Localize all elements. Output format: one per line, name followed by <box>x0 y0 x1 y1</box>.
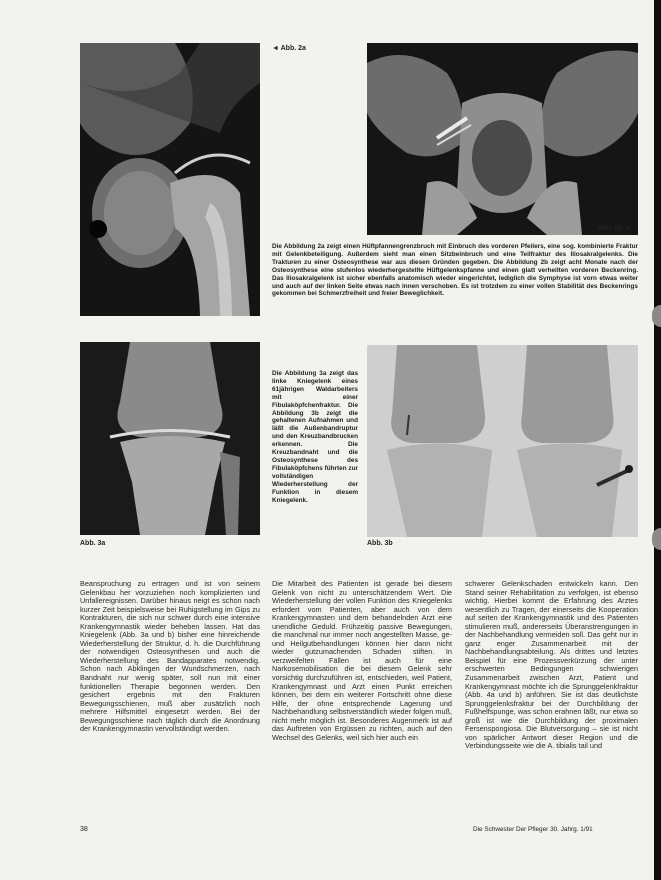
figure-3b-knee-xray <box>367 345 638 537</box>
figure-2b-label: Abb. 2b ► <box>597 225 632 232</box>
body-text-column-3: schwerer Gelenkschaden entwickeln kann. Den Stand seiner Rehabilitation zu verfolgen, ist ebenso wichtig. Hierbei kommt die Erfahrung des Arztes wesentlich zu Tragen, der einerseits die Kooperation auf seiten der Krankengymnastik und des Patienten stimulieren muß, andererseits Überanstrengungen in der Nachbehandlung vermeiden soll. Das geht nur in ganz enger Zusammenarbeit mit der Nachbehandlungsabteilung. Als drittes und letztes Beispiel für eine Prozessverkürzung der unter erschwerten Bedingungen schwierigen Zusammenarbeit zwischen Arzt, Patient und Krankengymnast möchte ich die Sprunggelenkfraktur (Abb. 4a und b) anführen. Sie ist das deutlichste Sprunggelenksfraktur bei der Durchbildung der Fußhelfspunge, was schon erahnen läßt, nur etwa so groß ist wie die Durchbildung der proximalen Fersenspongiosa. Die Blutversorgung – sie ist nicht von spärlicher Antwort dieser Region und die Verbindungsseite wie die A. tibialis tail und <box>465 580 638 751</box>
scan-edge <box>654 0 661 880</box>
binding-tab-top <box>652 305 661 327</box>
page-number: 38 <box>80 826 88 833</box>
body-column-1 <box>80 580 260 818</box>
journal-footer: Die Schwester Der Pfleger 30. Jahrg. 1/91 <box>473 826 593 833</box>
figure-3b-label: Abb. 3b <box>367 540 393 547</box>
figure-2b-pelvis-xray <box>367 43 638 235</box>
body-text-column-1: Beanspruchung zu ertragen und ist von seinem Gelenkbau her vorzuziehen noch komplizierten und Unfallereignissen. Darüber hinaus neigt es schon nach kurzer Zeit beispielsweise bei Ruhigstellung im Gips zu Kontrakturen, die sich nur schwer durch eine intensive Krankengymnastik wieder beheben lassen. Hat das Kniegelenk (Abb. 3a und b) bisher eine hinreichende Wiederherstellung der Struktur, d. h. die Durchführung der notwendigen Osteosynthesen und auch die Wiederherstellung des Bandapparates notwendig. Schon nach Abklingen der Wundschmerzen, nach Bandnaht nur wenig später, soll nun mit einer funktionellen Therapie begonnen werden. Den gesichert ergebnis mit den Frakturen Bewegungsschienen, muß aber zusätzlich noch mehrere Hilfsmittel eingesetzt werden. Bei der Bewegungsschiene nach täglich durch die Anordnung der Krankengymnastin vervollständigt werden. <box>80 580 260 734</box>
figure-3a-label: Abb. 3a <box>80 540 106 547</box>
figure-3-caption: Die Abbildung 3a zeigt das linke Kniegelenk eines 61jährigen Waldarbeiters mit einer Fibulaköpfchenfraktur. Die Abbildung 3b zeigt die gehaltenen Aufnahmen und läßt die Außenbandruptur und den Kreuzbandbrucken erkennen. Die Kreuzbandnaht und die Osteosynthese des Fibulaköpfchens führten zur vollständigen Wiederherstellung der Funktion in diesem Kniegelenk. <box>272 370 358 504</box>
figure-2a-hip-xray <box>80 43 260 316</box>
figure-2a-label: ◄ Abb. 2a <box>272 45 306 52</box>
body-column-2 <box>272 580 452 818</box>
binding-tab-bottom <box>652 528 661 550</box>
body-text-column-2: Die Mitarbeit des Patienten ist gerade bei diesem Gelenk von nicht zu unterschätzendem Wert. Die Wiederherstellung der vollen Funktion des Kniegelenks erfordert vom Patienten, aber auch von dem Krankengymnasten und dem behandelnden Arzt eine unendliche Geduld. Frühzeitig passive Bewegungen, die manchmal nur immer noch angestellten Masse, ge- und Heilgutbehandlungen können hier dann nicht wieder gutzumachenden Schaden stiften. In verzweifelten Fällen ist auch für eine Narkosemobilisation die bei diesem Gelenk sehr vorsichtig durchzuführen ist, entschieden, weil Patient, Krankengymnast und Arzt einen Punkt erreichen können, bei dem ein weiterer Fortschritt ohne diese Hilfe, der ohne entsprechende Lagerung und Nachbehandlung selbstverständlich wieder folgen muß, nicht mehr möglich ist. Besonderes Augenmerk ist auf das Auftreten von Ergüssen zu richten, auch auf den Wechsel des Gelenks, weil sich hier auch ein <box>272 580 452 742</box>
body-column-3 <box>465 580 638 818</box>
figure-3a-knee-xray <box>80 342 260 535</box>
figure-2-caption: Die Abbildung 2a zeigt einen Hüftpfannengrenzbruch mit Einbruch des vorderen Pfeilers, eine sog. kombinierte Fraktur mit Gelenkbeteiligung. Außerdem sieht man einen Sitzbeinbruch und eine Teilfraktur des Iliosakralgelenks. Die Trakturen zu einer Osteosynthese war aus diesen Gründen gegeben. Die Abbildung 2b zeigt acht Monate nach der Osteosynthese eine stufenlos wiederhergestellte Hüftgelenkspfanne und einen glatt verheilten vorderen Beckenring. Das Iliosakralgelenk ist sicher ebenfalls anatomisch wieder eingerichtet, lediglich die Symphyse ist vorn etwas weiter und auch auf der linken Seite etwas nach innen verschoben. Es ist trotzdem zu einer vollen Stabilität des Beckenrings gekommen bei Schmerzfreiheit und freier Beweglichkeit. <box>272 243 638 298</box>
